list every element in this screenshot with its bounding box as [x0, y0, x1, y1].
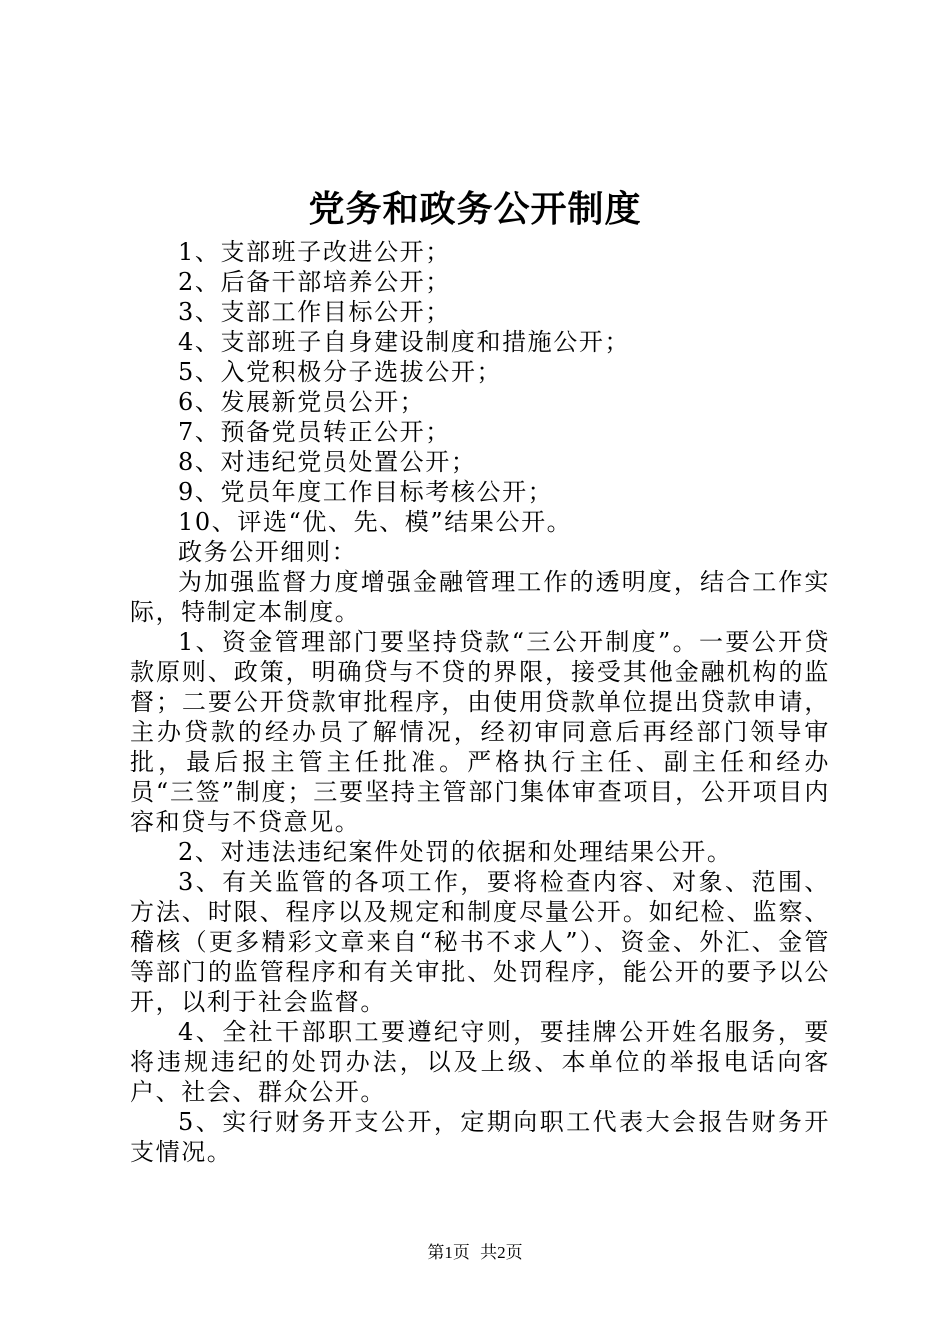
list-item: 4、支部班子自身建设制度和措施公开；	[178, 328, 631, 356]
paragraph-intro: 为加强监督力度增强金融管理工作的透明度，结合工作实际，特制定本制度。	[130, 568, 830, 626]
list-item: 1、支部班子改进公开；	[178, 238, 451, 266]
list-item: 3、支部工作目标公开；	[178, 298, 451, 326]
page-total: 共2页	[480, 1243, 523, 1262]
list-item: 5、入党积极分子选拔公开；	[178, 358, 503, 386]
section-heading: 政务公开细则：	[178, 538, 358, 566]
list-item: 8、对违纪党员处置公开；	[178, 448, 477, 476]
paragraph-item-4: 4、全社干部职工要遵纪守则，要挂牌公开姓名服务，要将违规违纪的处罚办法，以及上级、本单位的举报电话向客户、社会、群众公开。	[130, 1018, 830, 1106]
list-item: 9、党员年度工作目标考核公开；	[178, 478, 554, 506]
page-number: 第1页	[427, 1243, 470, 1262]
paragraph-item-3: 3、有关监管的各项工作，要将检查内容、对象、范围、方法、时限、程序以及规定和制度尽量公开。如纪检、监察、稽核（更多精彩文章来自“秘书不求人”）、资金、外汇、金管等部门的监管程序和有关审批、处罚程序，能公开的要予以公开，以利于社会监督。	[130, 868, 830, 1016]
paragraph-item-1: 1、资金管理部门要坚持贷款“三公开制度”。一要公开贷款原则、政策，明确贷与不贷的界限，接受其他金融机构的监督；二要公开贷款审批程序，由使用贷款单位提出贷款申请，主办贷款的经办员了解情况，经初审同意后再经部门领导审批，最后报主管主任批准。严格执行主任、副主任和经办员“三签”制度；三要坚持主管部门集体审查项目，公开项目内容和贷与不贷意见。	[130, 628, 830, 836]
list-item: 7、预备党员转正公开；	[178, 418, 451, 446]
list-item: 10、评选“优、先、模”结果公开。	[178, 508, 573, 536]
document-body	[130, 237, 830, 1167]
list-item: 6、发展新党员公开；	[178, 388, 426, 416]
list-item: 2、后备干部培养公开；	[178, 268, 451, 296]
paragraph-item-5: 5、实行财务开支公开，定期向职工代表大会报告财务开支情况。	[130, 1108, 830, 1166]
document-title: 党务和政务公开制度	[308, 188, 642, 230]
page-footer	[0, 1241, 950, 1265]
paragraph-item-2: 2、对违法违纪案件处罚的依据和处理结果公开。	[178, 838, 733, 866]
